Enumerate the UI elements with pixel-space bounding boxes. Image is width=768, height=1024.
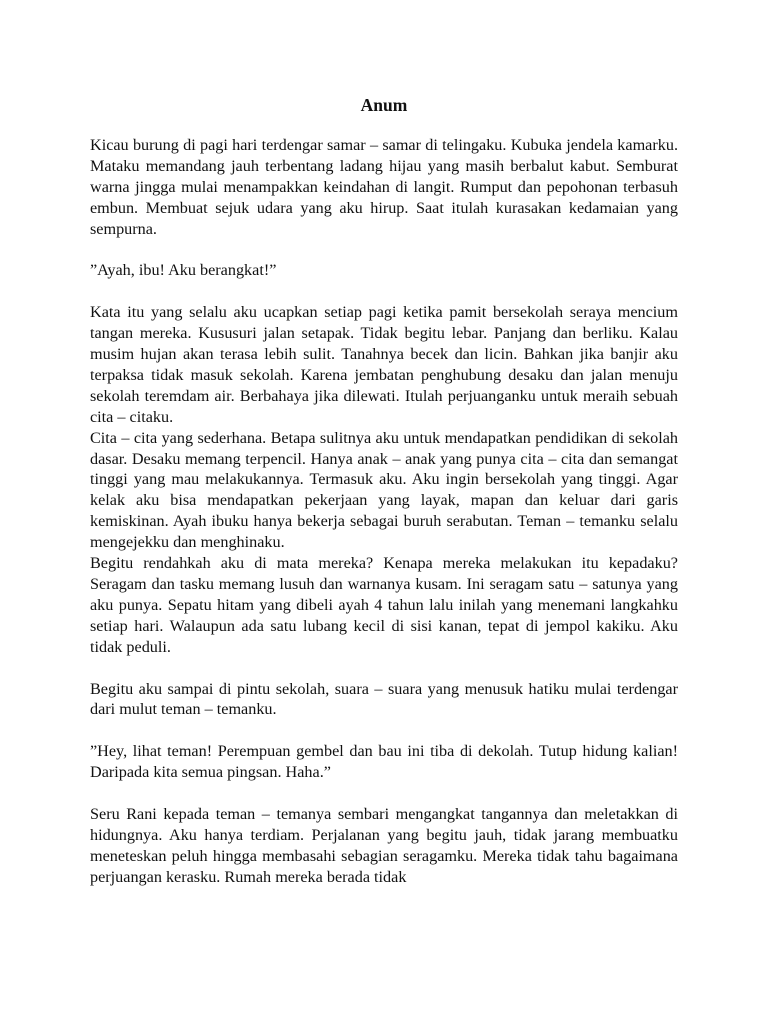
paragraph-gap	[90, 240, 678, 261]
paragraph-gap	[90, 658, 678, 679]
paragraph-journey: Kata itu yang selalu aku ucapkan setiap pagi ketika pamit bersekolah seraya mencium tangan mereka. Kususuri jalan setapak. Tidak begitu lebar. Panjang dan berliku. Kalau musim hujan akan terasa lebih sulit. Tanahnya becek dan licin. Bahkan jika banjir aku terpaksa tidak masuk sekolah. Karena jembatan penghubung desaku dan jalan menuju sekolah teremdam air. Berbahaya jika dilewati. Itulah perjuanganku untuk meraih sebuah cita – citaku.	[90, 303, 678, 426]
paragraph-gap	[90, 720, 678, 741]
paragraph-farewell-quote: ”Ayah, ibu! Aku berangkat!”	[90, 261, 277, 280]
paragraph-morning-scene: Kicau burung di pagi hari terdengar samar – samar di telingaku. Kubuka jendela kamarku. Mataku memandang jauh terbentang ladang hijau yang masih berbalut kabut. Semburat warna jingga mulai menampakkan keindahan di langit. Rumput dan pepohonan terbasuh embun. Membuat sejuk udara yang aku hirup. Saat itulah kurasakan kedamaian yang sempurna.	[90, 136, 678, 238]
paragraph-dreams: Cita – cita yang sederhana. Betapa sulitnya aku untuk mendapatkan pendidikan di sekolah dasar. Desaku memang terpencil. Hanya anak – anak yang punya cita – cita dan semangat tinggi yang mau melakukannya. Termasuk aku. Aku ingin bersekolah yang tinggi. Agar kelak aku bisa mendapatkan pekerjaan yang layak, mapan dan keluar dari garis kemiskinan. Ayah ibuku hanya bekerja sebagai buruh serabutan. Teman – temanku selalu mengejekku dan menghinaku.	[90, 428, 678, 552]
document-page	[90, 94, 678, 888]
document-title: Anum	[360, 95, 408, 115]
paragraph-rani: Seru Rani kepada teman – temanya sembari mengangkat tangannya dan meletakkan di hidungnya. Aku hanya terdiam. Perjalanan yang begitu jauh, tidak jarang membuatku meneteskan peluh hingga membasahi sebagian seragamku. Mereka tidak tahu bagaimana perjuangan kerasku. Rumah mereka berada tidak	[90, 804, 678, 886]
paragraph-gap	[90, 783, 678, 804]
paragraph-uniform: Begitu rendahkah aku di mata mereka? Kenapa mereka melakukan itu kepadaku? Seragam dan tasku memang lusuh dan warnanya kusam. Ini seragam satu – satunya yang aku punya. Sepatu hitam yang dibeli ayah 4 tahun lalu inilah yang menemani langkahku setiap hari. Walaupun ada satu lubang kecil di sisi kanan, tepat di jempol kakiku. Aku tidak peduli.	[90, 554, 678, 656]
paragraph-school-gate: Begitu aku sampai di pintu sekolah, suara – suara yang menusuk hatiku mulai terdengar dari mulut teman – temanku.	[90, 679, 678, 719]
paragraph-taunt-quote: ”Hey, lihat teman! Perempuan gembel dan bau ini tiba di dekolah. Tutup hidung kalian! Daripada kita semua pingsan. Haha.”	[90, 742, 678, 782]
paragraph-gap	[90, 281, 678, 302]
